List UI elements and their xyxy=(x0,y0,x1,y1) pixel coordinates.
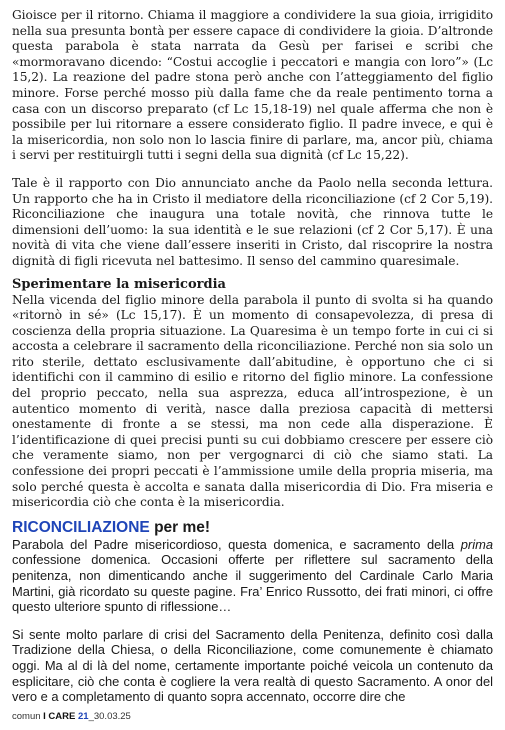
paragraph-return-of-son: Gioisce per il ritorno. Chiama il maggiore a condividere la sua gioia, irrigidito nella sua presunta bontà per essere capace di condividere la gioia. D’altronde questa parabola è stata narrata da Gesù per farisei e scribi che «mormoravano dicendo: “Costui accoglie i peccatori e mangia con loro”» (Lc 15,2). La reazione del padre stona però anche con l’atteggiamento del figlio minore. Forse perché mosso più dalla fame che da reale pentimento torna a casa con un discorso preparato (cf Lc 15,18-19) nel quale afferma che non è possibile per lui ritornare a essere considerato figlio. Il padre invece, e qui è la misericordia, non solo non lo lascia finire di parlare, ma, ancor più, chiama i servi per restituirgli tutti i segni della sua dignità (cf Lc 15,22). xyxy=(12,8,493,163)
footer-date: _30.03.25 xyxy=(88,711,131,722)
section-heading-riconciliazione xyxy=(12,518,493,537)
intro-text-after: confessione domenica. Occasioni offerte per riflettere sul sacramento della penitenza, non dimenticando anche il suggerimento del Cardinale Carlo Maria Martini, già ricordato su queste pagine. Fra’ Enrico Russotto, dei frati minori, ci offre questo ulteriore spunto di riflessione… xyxy=(12,552,493,615)
paragraph-paul-reconciliation: Tale è il rapporto con Dio annunciato anche da Paolo nella seconda lettura. Un rapporto che ha in Cristo il mediatore della riconciliazione (cf 2 Cor 5,19). Riconciliazione che inaugura una totale novità, che rinnova tutte le dimensioni dell’uomo: la sua identità e le sue relazioni (cf 2 Cor 5,17). È una novità di vita che viene dall’essere inseriti in Cristo, dal riscoprire la nostra dignità di figli ricevuta nel battesimo. Il senso del cammino quaresimale. xyxy=(12,175,493,268)
intro-text-emphasis: prima xyxy=(460,536,493,552)
paragraph-crisis-penance: Si sente molto parlare di crisi del Sacramento della Penitenza, definito così dalla Tradizione della Chiesa, o della Riconciliazione, come comunemente è chiamato oggi. Ma al di là del nome, certamente importante poiché veicola un contenuto da esplicitare, ciò che conta è cogliere la vera realtà di questo Sacramento. A onor del vero e a completamento di quanto sopra accennato, occorre dire che xyxy=(12,626,493,705)
paragraph-mercy-experience: Nella vicenda del figlio minore della parabola il punto di svolta si ha quando «ritornò in sé» (Lc 15,17). È un momento di consapevolezza, di presa di coscienza della propria situazione. La Quaresima è un tempo forte in cui ci si accosta a celebrare il sacramento della riconciliazione. Perché non sia solo un rito sterile, dettato esclusivamente dall’abitudine, è opportuno che ci si identifichi con il cammino di esilio e ritorno del figlio minore. La confessione del proprio peccato, nella sua asprezza, educa all’introspezione, è un autentico momento di verità, nasce dalla preziosa capacità di mettersi onestamente di fronte a se stessi, ma non cede alla disperazione. È l’identificazione di quei precisi punti su cui dobbiamo crescere per essere ciò che veramente siamo, non per vergognarci di ciò che siamo stati. La confessione dei propri peccati è l’ammissione umile della propria miseria, ma solo perché questa è accolta e sanata dalla misericordia di Dio. Fra miseria e misericordia ciò che conta è la misericordia. xyxy=(12,292,493,510)
paragraph-intro-confession xyxy=(12,537,493,615)
footer-prefix: comun xyxy=(12,711,44,722)
footer-brand: I CARE xyxy=(43,711,76,722)
subheading-sperimentare: Sperimentare la misericordia xyxy=(12,276,226,292)
section-heading-rest: per me! xyxy=(149,518,211,536)
page-footer xyxy=(12,711,131,722)
article-page xyxy=(12,8,493,705)
section-heading-accent: RICONCILIAZIONE xyxy=(12,518,150,536)
intro-text-before: Parabola del Padre misericordioso, questa domenica, e sacramento della xyxy=(12,536,461,552)
footer-issue: 21 xyxy=(75,711,89,722)
